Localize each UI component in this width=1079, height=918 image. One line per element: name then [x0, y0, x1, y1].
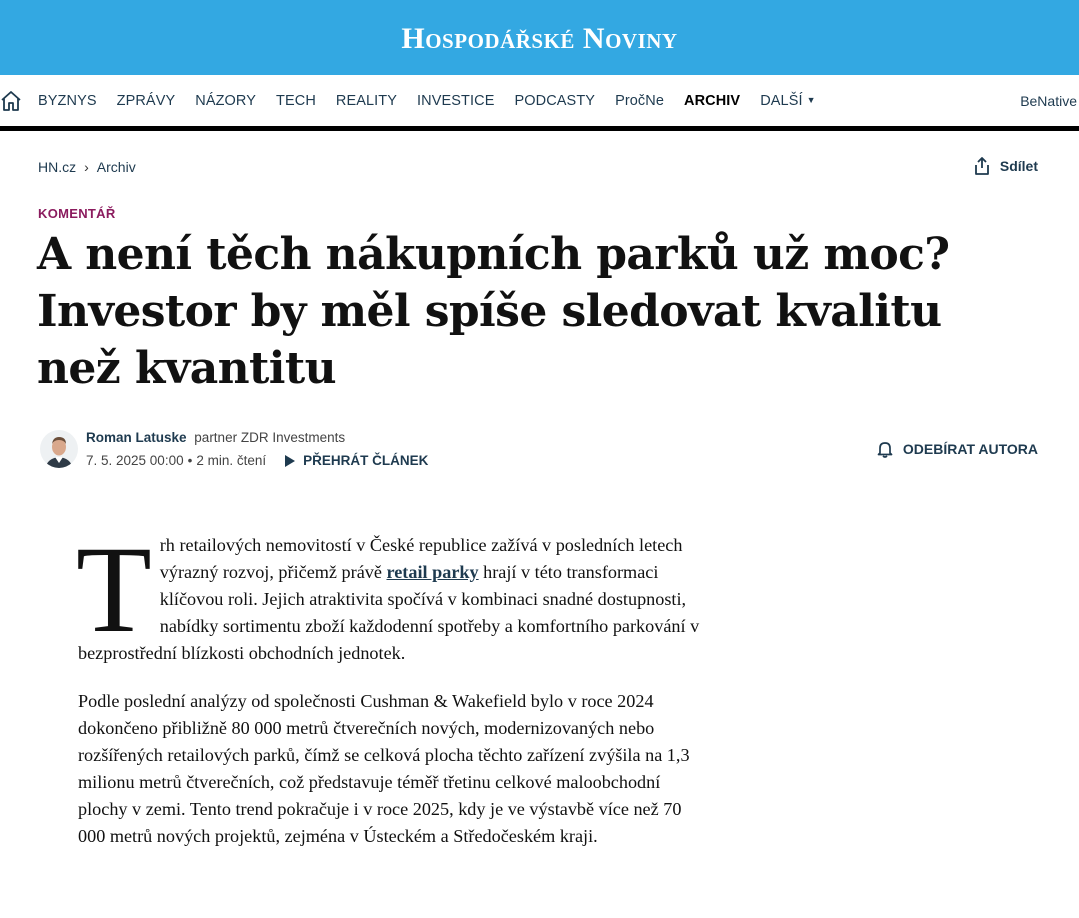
breadcrumb-current[interactable]: Archiv	[96, 159, 136, 175]
play-article-button[interactable]	[284, 453, 428, 468]
breadcrumb	[38, 159, 136, 175]
caret-down-icon: ▼	[806, 95, 816, 105]
nav-item-dalsi[interactable]	[760, 93, 815, 109]
author-line	[86, 430, 345, 445]
nav-item-dalsi-label: DALŠÍ	[760, 93, 803, 109]
breadcrumb-separator: ›	[84, 159, 89, 175]
nav-list	[38, 93, 836, 109]
nav-item-procne[interactable]: PročNe	[615, 93, 665, 109]
article-meta	[86, 453, 428, 468]
share-icon	[974, 157, 990, 175]
article-category[interactable]: KOMENTÁŘ	[38, 206, 116, 221]
masthead	[0, 0, 1079, 75]
retail-parky-link[interactable]: retail parky	[386, 562, 479, 582]
follow-author-label: ODEBÍRAT AUTORA	[902, 441, 1038, 457]
meta-dot: •	[187, 453, 193, 468]
nav-item-tech[interactable]: TECH	[276, 93, 316, 109]
play-article-label: PŘEHRÁT ČLÁNEK	[303, 453, 429, 468]
home-icon[interactable]	[0, 90, 22, 112]
paragraph-text: hrají v této transformaci klíčovou roli. Jejich atraktivita spočívá v kombinaci snadné dostupnosti, nabídky sortimentu zboží každodenní spotřeby a komfortního parkování v bezprostřední blízkosti obchodních jednotek.	[78, 562, 700, 663]
paragraph-text: rh retailových nemovitostí v České republice zažívá v posledních letech výrazný rozvoj, přičemž právě	[159, 535, 683, 582]
benative-link[interactable]: BeNative	[1020, 93, 1077, 109]
nav-item-nazory[interactable]: NÁZORY	[195, 93, 257, 109]
share-button[interactable]	[974, 157, 1038, 175]
share-label: Sdílet	[999, 158, 1038, 174]
site-logo[interactable]: Hospodářské Noviny	[401, 21, 678, 55]
author-role: partner ZDR Investments	[194, 430, 346, 445]
drop-cap: T	[76, 521, 152, 658]
follow-author-button[interactable]	[877, 440, 1038, 458]
play-icon	[284, 455, 295, 467]
bell-icon	[877, 440, 893, 458]
article-paragraph: Podle poslední analýzy od společnosti Cushman & Wakefield bylo v roce 2024 dokončeno přibližně 80 000 metrů čtverečních nových, modernizovaných nebo rozšířených retailových parků, čímž se celková plocha těchto zařízení zvýšila na 1,3 milionu metrů čtverečních, což představuje téměř třetinu celkové maloobchodní plochy v zemi. Tento trend pokračuje i v roce 2025, kdy je ve výstavbě více než 70 000 metrů nových projektů, zejména v Ústeckém a Středočeském kraji.	[78, 691, 690, 846]
article-paragraph	[76, 521, 703, 667]
main-nav	[0, 75, 1079, 131]
nav-item-archiv[interactable]: ARCHIV	[684, 93, 741, 109]
article-headline: A není těch nákupních parků už moc? Investor by měl spíše sledovat kvalitu než kvantitu	[37, 229, 950, 394]
nav-item-reality[interactable]: REALITY	[335, 93, 398, 109]
author-name[interactable]: Roman Latuske	[86, 430, 187, 445]
nav-item-byznys[interactable]: BYZNYS	[38, 93, 97, 109]
nav-item-zpravy[interactable]: ZPRÁVY	[116, 93, 176, 109]
nav-item-podcasty[interactable]: PODCASTY	[514, 93, 596, 109]
article-body	[76, 521, 703, 871]
publish-datetime: 7. 5. 2025 00:00	[86, 453, 184, 468]
breadcrumb-home[interactable]: HN.cz	[38, 159, 77, 175]
author-avatar[interactable]	[40, 430, 78, 468]
nav-item-investice[interactable]: INVESTICE	[417, 93, 495, 109]
read-time: 2 min. čtení	[196, 453, 267, 468]
